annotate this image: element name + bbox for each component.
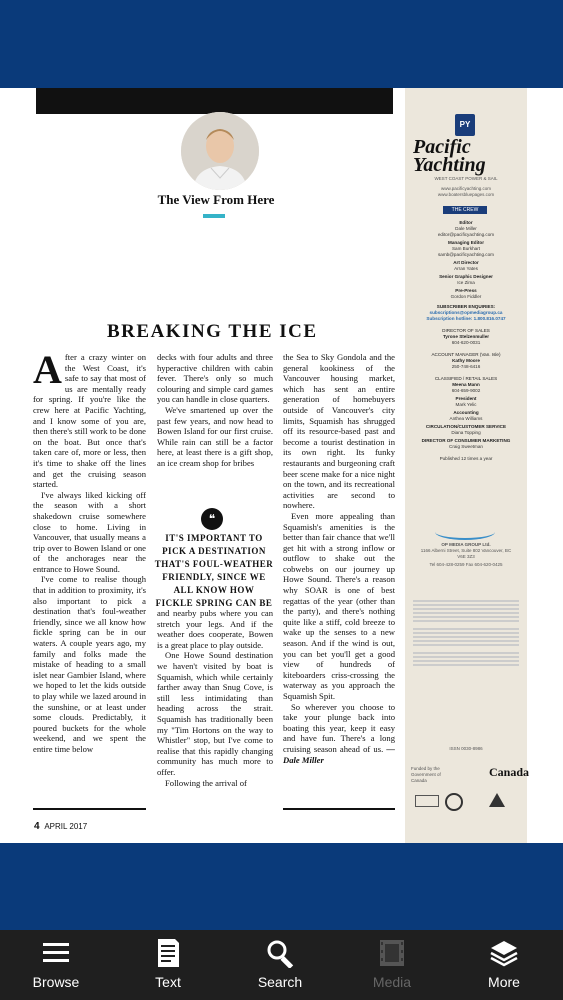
publication-logo: Pacific Yachting [413,136,486,176]
top-app-band [0,0,563,88]
fine-print-block [413,598,519,668]
editor-avatar [181,112,259,190]
page-footer [34,821,87,832]
tab-search[interactable]: Search [224,930,336,1000]
publisher-phone: Tel 604-428-0259 Fax 604-620-0425 [429,562,503,567]
logo-badge: PY [455,114,475,136]
article-headline: BREAKING THE ICE [107,321,318,342]
tab-text[interactable]: Text [112,930,224,1000]
accent-underline [203,214,225,218]
column-rule [33,808,146,810]
drop-cap: A [33,347,62,392]
partner-logo-icon [415,795,439,807]
crew-tab: THE CREW [443,206,487,214]
article-column-3: the Sea to Sky Gondola and the general kookiness of the Vancouver housing market, which has sent an entire generation of homebuyers outside of Vancouver's city limits, Squamish has shrugged off its resource-based past and become a tourist destination in its own right. Its funky restaurants and burgeoning craft beer scene make for a nice night on the town, and its recreational activities are second to nowhere. Even more appealing than Squamish's amenities is the better than fair chance that we'll get hit with a strong inflow or outflow to shake out the cobwebs on our journey up Howe Sound. There's a reason why SOAR is one of best regattas of the year (other than the party), and there's nothing quite like a stiff, cold breeze to wake up the senses to a new season. And if the wind is out, you can bet you'll get a good view of hundreds of kiteboarders criss-crossing the waterway as you approach the Squamish Spit. So wherever you choose to take your plunge back into boating this year, keep it easy and have fun. There's a long cruising season ahead of us. —Dale Miller [283,352,395,765]
issn-number: ISSN 0030-8986 [449,746,483,751]
magazine-page [0,88,563,843]
article-column-1: After a crazy winter on the West Coast, it's safe to say that most of us are mentally ready for spring. If you're like the crew here at Pacific Yachting, and I know some of you are, then there's still work to be done on the boat. But once that's taken care of, more or less, then it's time to shake off the lines and get the cruising season started. I've always liked kicking off the season with a short shakedown cruise somewhere close to home. Living in Vancouver, that usually means a trip over to Bowen Island or one of the anchorages near the entrance to Howe Sound. I've come to realise though that in addition to proximity, it's also important to pick a destination that's foul-weather friendly, since we all know how fickle spring can be in our waters. A couple years ago, my family and folks made the mistake of heading to a small islet near Gambier Island, where we hoped to let the kids outside to play while we lazed around in the sunshine, or at least under some clouds. Predictably, it poured buckets for the whole weekend, and we spent the entire time below [33,347,146,754]
article-column-2: decks with four adults and three hyperactive children with cabin fever. There's only so much colouring and simple card games you can handle in close quarters. We've smartened up over the past few years, and now head to Bowen Island for our first cruise. While rain can still be a factor here, at least there is a gift shop, an ice cream shop for bribes [157,352,273,468]
canada-wordmark: Canada [489,765,530,779]
op-media-logo [435,524,495,540]
partner-logos [415,793,515,809]
bottom-tab-bar [0,930,563,1000]
funded-by-text: Funded by the Government of Canada [411,766,441,783]
page-number: 4 [34,821,40,832]
header-black-bar [36,88,393,114]
tab-media[interactable]: Media [336,930,448,1000]
tab-browse[interactable]: Browse [0,930,112,1000]
issue-date: APRIL 2017 [44,822,88,831]
column-rule [283,808,395,810]
recycle-icon [489,793,505,807]
hamburger-icon [41,938,71,968]
author-signature: —Dale Miller [283,743,395,765]
quote-icon: ❝ [201,508,223,530]
article-column-2-continued: and nearby pubs where you can stretch your legs. And if the weather does cooperate, Bowen is a great place to play outside. One Howe Sound destination we haven't visited by boat is Squamish, which while certainly farther away than Snug Cove, is still less intimidating than heading across the strait. Squamish has traditionally been my "Tim Hortons on the way to Whistler" stop, but I've come to realise that this rapidly changing community has much more to offer. Following the arrival of [157,608,273,788]
document-icon [153,938,183,968]
ccab-logo-icon [445,793,463,811]
pull-quote: IT'S IMPORTANT TO PICK A DESTINATION THAT'S FOUL-WEATHER FRIENDLY, SINCE WE ALL KNOW HOW FICKLE SPRING CAN BE [154,533,274,608]
layers-icon [489,938,519,968]
crew-list: Editor Dale Miller editor@pacificyachting.com Managing Editor Sam Burkhart samb@pacificyachting.com Art Director Arran Yates Senior Graphic Designer Ice Zima Pre-Press Gordon Fiddler SUBSCRIBER ENQUIRIES: subscriptions@opmediagroup.ca Subscription hotline: 1.800.816.0747 DIRECTOR OF SALES Tyrone Stelzenmuller 604-620-0031 ACCOUNT MANAGER (Van. Isle) Kathy Moore 250-748-6416 CLASSIFIED / RETAIL SALES Meena Mann 604-659-9002 President Mark Yelic Accounting Anthea Williams CIRCULATION/CUSTOMER SERVICE Diana Topping DIRECTOR OF CONSUMER MARKETING Craig Sweetman Published 12 times a year [421,220,511,461]
publisher-name: OP MEDIA GROUP Ltd. [441,542,491,547]
logo-tagline: WEST COAST POWER & SAIL [434,176,498,181]
website-url[interactable]: www.pacificyachting.com [440,186,492,191]
publisher-address: 1166 Alberni Street, Suite 802 Vancouver, BC V6E 3Z3 [420,548,512,559]
tab-more[interactable]: More [448,930,560,1000]
website-url[interactable]: www.boatersbluepages.com [437,192,495,197]
search-icon [265,938,295,968]
masthead-sidebar [405,88,530,843]
section-title: The View From Here [157,192,275,207]
film-icon [377,938,407,968]
